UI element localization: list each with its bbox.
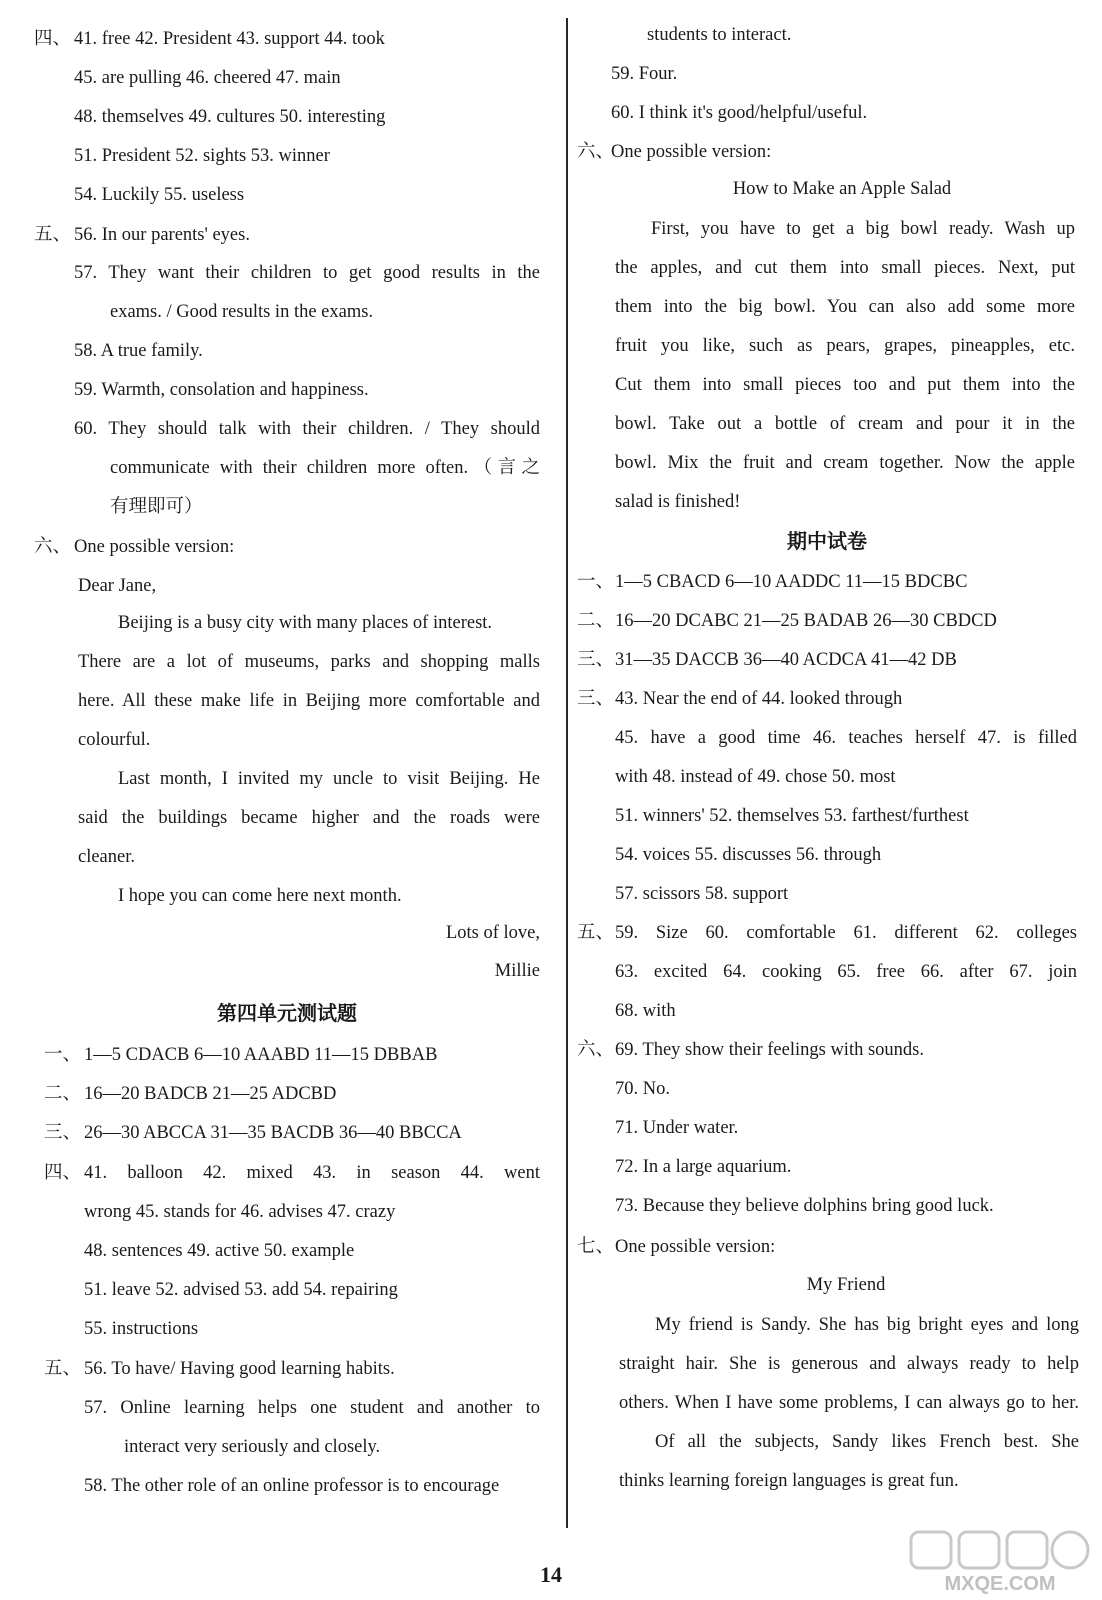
answer-line: 57. They want their children to get good results in the bbox=[74, 263, 540, 283]
letter-closing: Lots of love, bbox=[445, 923, 540, 943]
letter-line: here. All these make life in Beijing more comfortable and bbox=[78, 691, 540, 711]
letter-line: colourful. bbox=[78, 730, 151, 750]
essay-line: salad is finished! bbox=[615, 492, 741, 512]
section-marker-5: 五、 bbox=[44, 1359, 82, 1379]
section-marker-1: 一、 bbox=[44, 1045, 82, 1065]
answer-line: 54. voices 55. discusses 56. through bbox=[615, 845, 882, 865]
answer-line: 69. They show their feelings with sounds. bbox=[615, 1040, 924, 1060]
essay-line: thinks learning foreign languages is great fun. bbox=[619, 1471, 959, 1491]
answer-line: 1—5 CDACB 6—10 AAABD 11—15 DBBAB bbox=[84, 1045, 438, 1065]
answer-line: wrong 45. stands for 46. advises 47. crazy bbox=[84, 1202, 396, 1222]
essay-line: the apples, and cut them into small pieces. Next, put bbox=[615, 258, 1075, 278]
section-marker-3: 三、 bbox=[44, 1123, 82, 1143]
section-marker-3b: 三、 bbox=[577, 689, 615, 709]
essay-title: My Friend bbox=[806, 1275, 886, 1295]
answer-line: 57. scissors 58. support bbox=[615, 884, 789, 904]
answer-line: 59. Warmth, consolation and happiness. bbox=[74, 380, 369, 400]
letter-line: Beijing is a busy city with many places of interest. bbox=[118, 613, 493, 633]
section-marker-5: 五、 bbox=[34, 225, 72, 245]
answer-line: 59. Size 60. comfortable 61. different 62. colleges bbox=[615, 923, 1077, 943]
unit4-title: 第四单元测试题 bbox=[217, 1003, 357, 1025]
letter-line: Last month, I invited my uncle to visit Beijing. He bbox=[118, 769, 540, 789]
answer-line: 51. winners' 52. themselves 53. farthest/furthest bbox=[615, 806, 969, 826]
letter-line: said the buildings became higher and the roads were bbox=[78, 808, 540, 828]
midterm-title: 期中试卷 bbox=[787, 531, 867, 553]
essay-line: fruit you like, such as pears, grapes, pineapples, etc. bbox=[615, 336, 1075, 356]
essay-line: straight hair. She is generous and always ready to help bbox=[619, 1354, 1079, 1374]
answer-line: 1—5 CBACD 6—10 AADDC 11—15 BDCBC bbox=[615, 572, 968, 592]
section-marker-6: 六、 bbox=[577, 142, 615, 162]
answer-line: 31—35 DACCB 36—40 ACDCA 41—42 DB bbox=[615, 650, 957, 670]
answer-line: with 48. instead of 49. chose 50. most bbox=[615, 767, 896, 787]
answer-line: 60. They should talk with their children. / They should bbox=[74, 419, 540, 439]
answer-line: 26—30 ABCCA 31—35 BACDB 36—40 BBCCA bbox=[84, 1123, 462, 1143]
essay-line: them into the big bowl. You can also add some more bbox=[615, 297, 1075, 317]
letter-line: I hope you can come here next month. bbox=[118, 886, 402, 906]
answer-line: communicate with their children more often.（言之 bbox=[110, 458, 540, 478]
letter-line: There are a lot of museums, parks and shopping malls bbox=[78, 652, 540, 672]
essay-line: Of all the subjects, Sandy likes French best. She bbox=[655, 1432, 1079, 1452]
letter-greeting: Dear Jane, bbox=[78, 576, 157, 596]
answer-line: interact very seriously and closely. bbox=[124, 1437, 381, 1457]
section-marker-2: 二、 bbox=[44, 1084, 82, 1104]
answer-line: 56. To have/ Having good learning habits. bbox=[84, 1359, 395, 1379]
answer-line: 有理即可） bbox=[110, 497, 203, 517]
answer-line: 43. Near the end of 44. looked through bbox=[615, 689, 903, 709]
letter-signature: Millie bbox=[494, 961, 540, 981]
answer-line: 68. with bbox=[615, 1001, 676, 1021]
section-marker-4: 四、 bbox=[44, 1163, 82, 1183]
essay-line: Cut them into small pieces too and put them into the bbox=[615, 375, 1075, 395]
answer-line: 72. In a large aquarium. bbox=[615, 1157, 792, 1177]
answer-line: 51. leave 52. advised 53. add 54. repairing bbox=[84, 1280, 398, 1300]
answer-line: 56. In our parents' eyes. bbox=[74, 225, 250, 245]
answer-line: 48. sentences 49. active 50. example bbox=[84, 1241, 355, 1261]
watermark-text: MXQE.COM bbox=[944, 1573, 1056, 1595]
essay-line: bowl. Mix the fruit and cream together. Now the apple bbox=[615, 453, 1075, 473]
answer-line: 45. have a good time 46. teaches herself 47. is filled bbox=[615, 728, 1077, 748]
watermark-logo bbox=[905, 1528, 1095, 1596]
essay-line: My friend is Sandy. She has big bright eyes and long bbox=[655, 1315, 1079, 1335]
section-marker-1: 一、 bbox=[577, 572, 615, 592]
answer-line: 73. Because they believe dolphins bring good luck. bbox=[615, 1196, 994, 1216]
section-marker-5: 五、 bbox=[577, 923, 615, 943]
essay-line: bowl. Take out a bottle of cream and pour it in the bbox=[615, 414, 1075, 434]
answer-line: 59. Four. bbox=[611, 64, 678, 84]
section-marker-4: 四、 bbox=[34, 29, 72, 49]
answer-line: 60. I think it's good/helpful/useful. bbox=[611, 103, 868, 123]
section-marker-2: 二、 bbox=[577, 611, 615, 631]
answer-line: 51. President 52. sights 53. winner bbox=[74, 146, 330, 166]
answer-line: 48. themselves 49. cultures 50. interesting bbox=[74, 107, 386, 127]
page-number: 14 bbox=[540, 1562, 562, 1587]
version-intro: One possible version: bbox=[74, 537, 235, 557]
answer-line: 55. instructions bbox=[84, 1319, 199, 1339]
version-intro: One possible version: bbox=[615, 1237, 776, 1257]
column-divider bbox=[566, 18, 568, 1528]
section-marker-6: 六、 bbox=[34, 537, 72, 557]
essay-line: First, you have to get a big bowl ready. Wash up bbox=[651, 219, 1075, 239]
version-intro: One possible version: bbox=[611, 142, 772, 162]
answer-line: 63. excited 64. cooking 65. free 66. after 67. join bbox=[615, 962, 1077, 982]
answer-line: 71. Under water. bbox=[615, 1118, 739, 1138]
letter-line: cleaner. bbox=[78, 847, 135, 867]
answer-line: exams. / Good results in the exams. bbox=[110, 302, 374, 322]
answer-line: 41. balloon 42. mixed 43. in season 44. went bbox=[84, 1163, 540, 1183]
answer-line: students to interact. bbox=[647, 25, 792, 45]
answer-line: 57. Online learning helps one student and another to bbox=[84, 1398, 540, 1418]
answer-line: 16—20 BADCB 21—25 ADCBD bbox=[84, 1084, 337, 1104]
answer-line: 41. free 42. President 43. support 44. took bbox=[74, 29, 385, 49]
answer-line: 58. The other role of an online professor is to encourage bbox=[84, 1476, 500, 1496]
essay-title: How to Make an Apple Salad bbox=[732, 179, 952, 199]
section-marker-6: 六、 bbox=[577, 1040, 615, 1060]
answer-line: 54. Luckily 55. useless bbox=[74, 185, 245, 205]
section-marker-3: 三、 bbox=[577, 650, 615, 670]
answer-line: 16—20 DCABC 21—25 BADAB 26—30 CBDCD bbox=[615, 611, 997, 631]
essay-line: others. When I have some problems, I can always go to her. bbox=[619, 1393, 1079, 1413]
section-marker-7: 七、 bbox=[577, 1237, 615, 1257]
answer-line: 58. A true family. bbox=[74, 341, 203, 361]
answer-line: 70. No. bbox=[615, 1079, 670, 1099]
answer-line: 45. are pulling 46. cheered 47. main bbox=[74, 68, 341, 88]
